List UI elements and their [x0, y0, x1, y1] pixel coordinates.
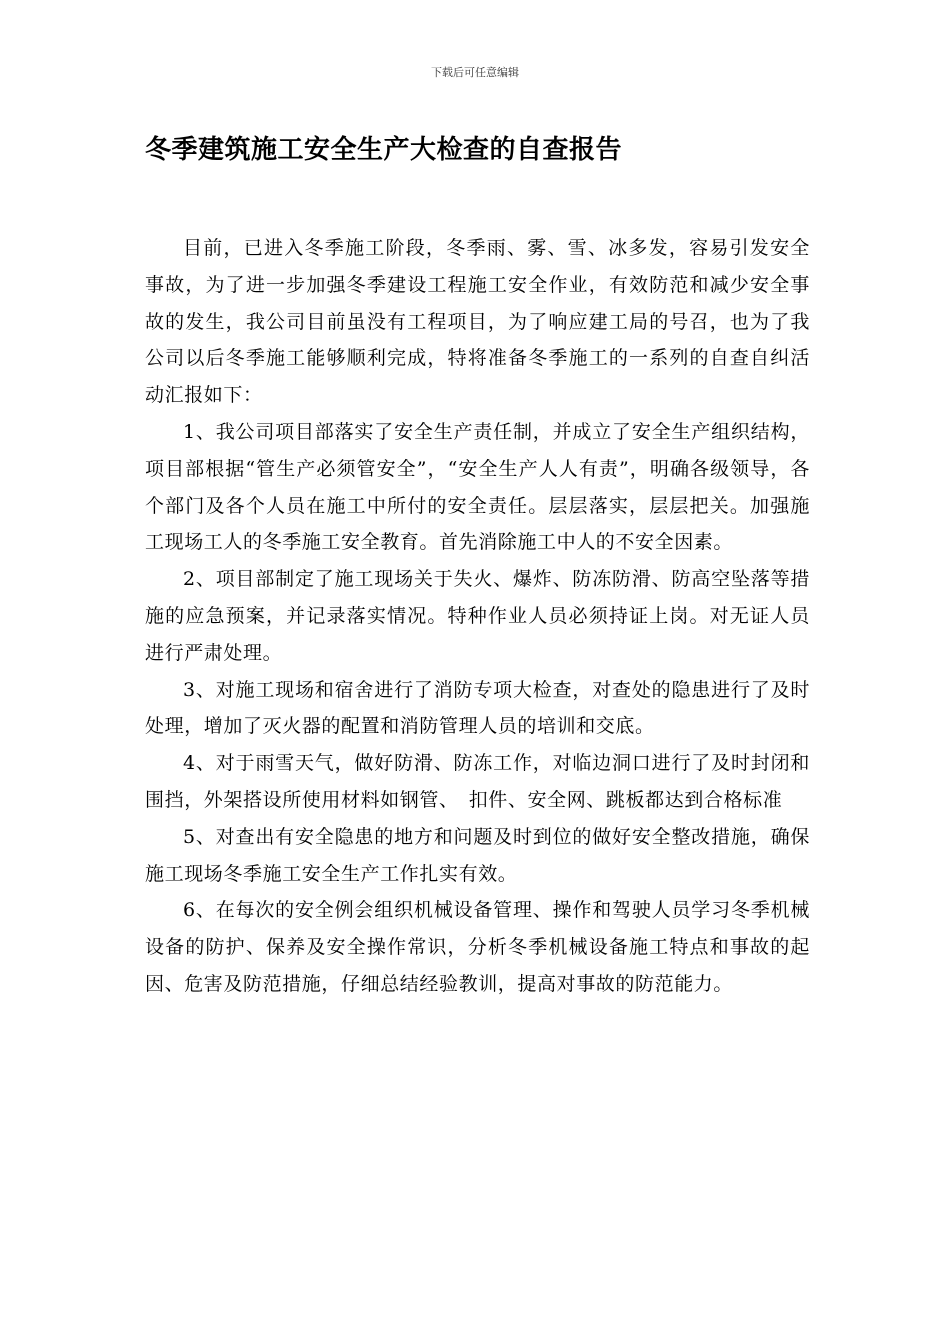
paragraph-item-4: 4、对于雨雪天气，做好防滑、防冻工作，对临边洞口进行了及时封闭和围挡，外架搭设所使用材料如钢管、 扣件、安全网、跳板都达到合格标准 [145, 752, 810, 811]
paragraph-item-6: 6、在每次的安全例会组织机械设备管理、操作和驾驶人员学习冬季机械设备的防护、保养及安全操作常识，分析冬季机械设备施工特点和事故的起因、危害及防范措施，仔细总结经验教训，提高对事故的防范能力。 [145, 899, 810, 995]
paragraph-item-2: 2、项目部制定了施工现场关于失火、爆炸、防冻防滑、防高空坠落等措施的应急预案，并记录落实情况。特种作业人员必须持证上岗。对无证人员进行严肃处理。 [145, 568, 810, 664]
header-note: 下载后可任意编辑 [431, 66, 519, 79]
paragraph-item-3: 3、对施工现场和宿舍进行了消防专项大检查，对查处的隐患进行了及时处理，增加了灭火器的配置和消防管理人员的培训和交底。 [145, 678, 810, 738]
document-body [145, 230, 810, 1003]
paragraph-item-1: 1、我公司项目部落实了安全生产责任制，并成立了安全生产组织结构，项目部根据“管生产必须管安全”，“安全生产人人有责”，明确各级领导，各个部门及各个人员在施工中所付的安全责任。层层落实，层层把关。加强施工现场工人的冬季施工安全教育。首先消除施工中人的不安全因素。 [145, 420, 810, 554]
document-title: 冬季建筑施工安全生产大检查的自查报告 [145, 135, 623, 165]
paragraph-item-5: 5、对查出有安全隐患的地方和问题及时到位的做好安全整改措施，确保施工现场冬季施工安全生产工作扎实有效。 [145, 825, 810, 885]
paragraph-intro: 目前，已进入冬季施工阶段，冬季雨、雾、雪、冰多发，容易引发安全事故，为了进一步加强冬季建设工程施工安全作业，有效防范和减少安全事故的发生，我公司目前虽没有工程项目，为了响应建工局的号召，也为了我公司以后冬季施工能够顺利完成，特将准备冬季施工的一系列的自查自纠活动汇报如下： [145, 237, 810, 407]
